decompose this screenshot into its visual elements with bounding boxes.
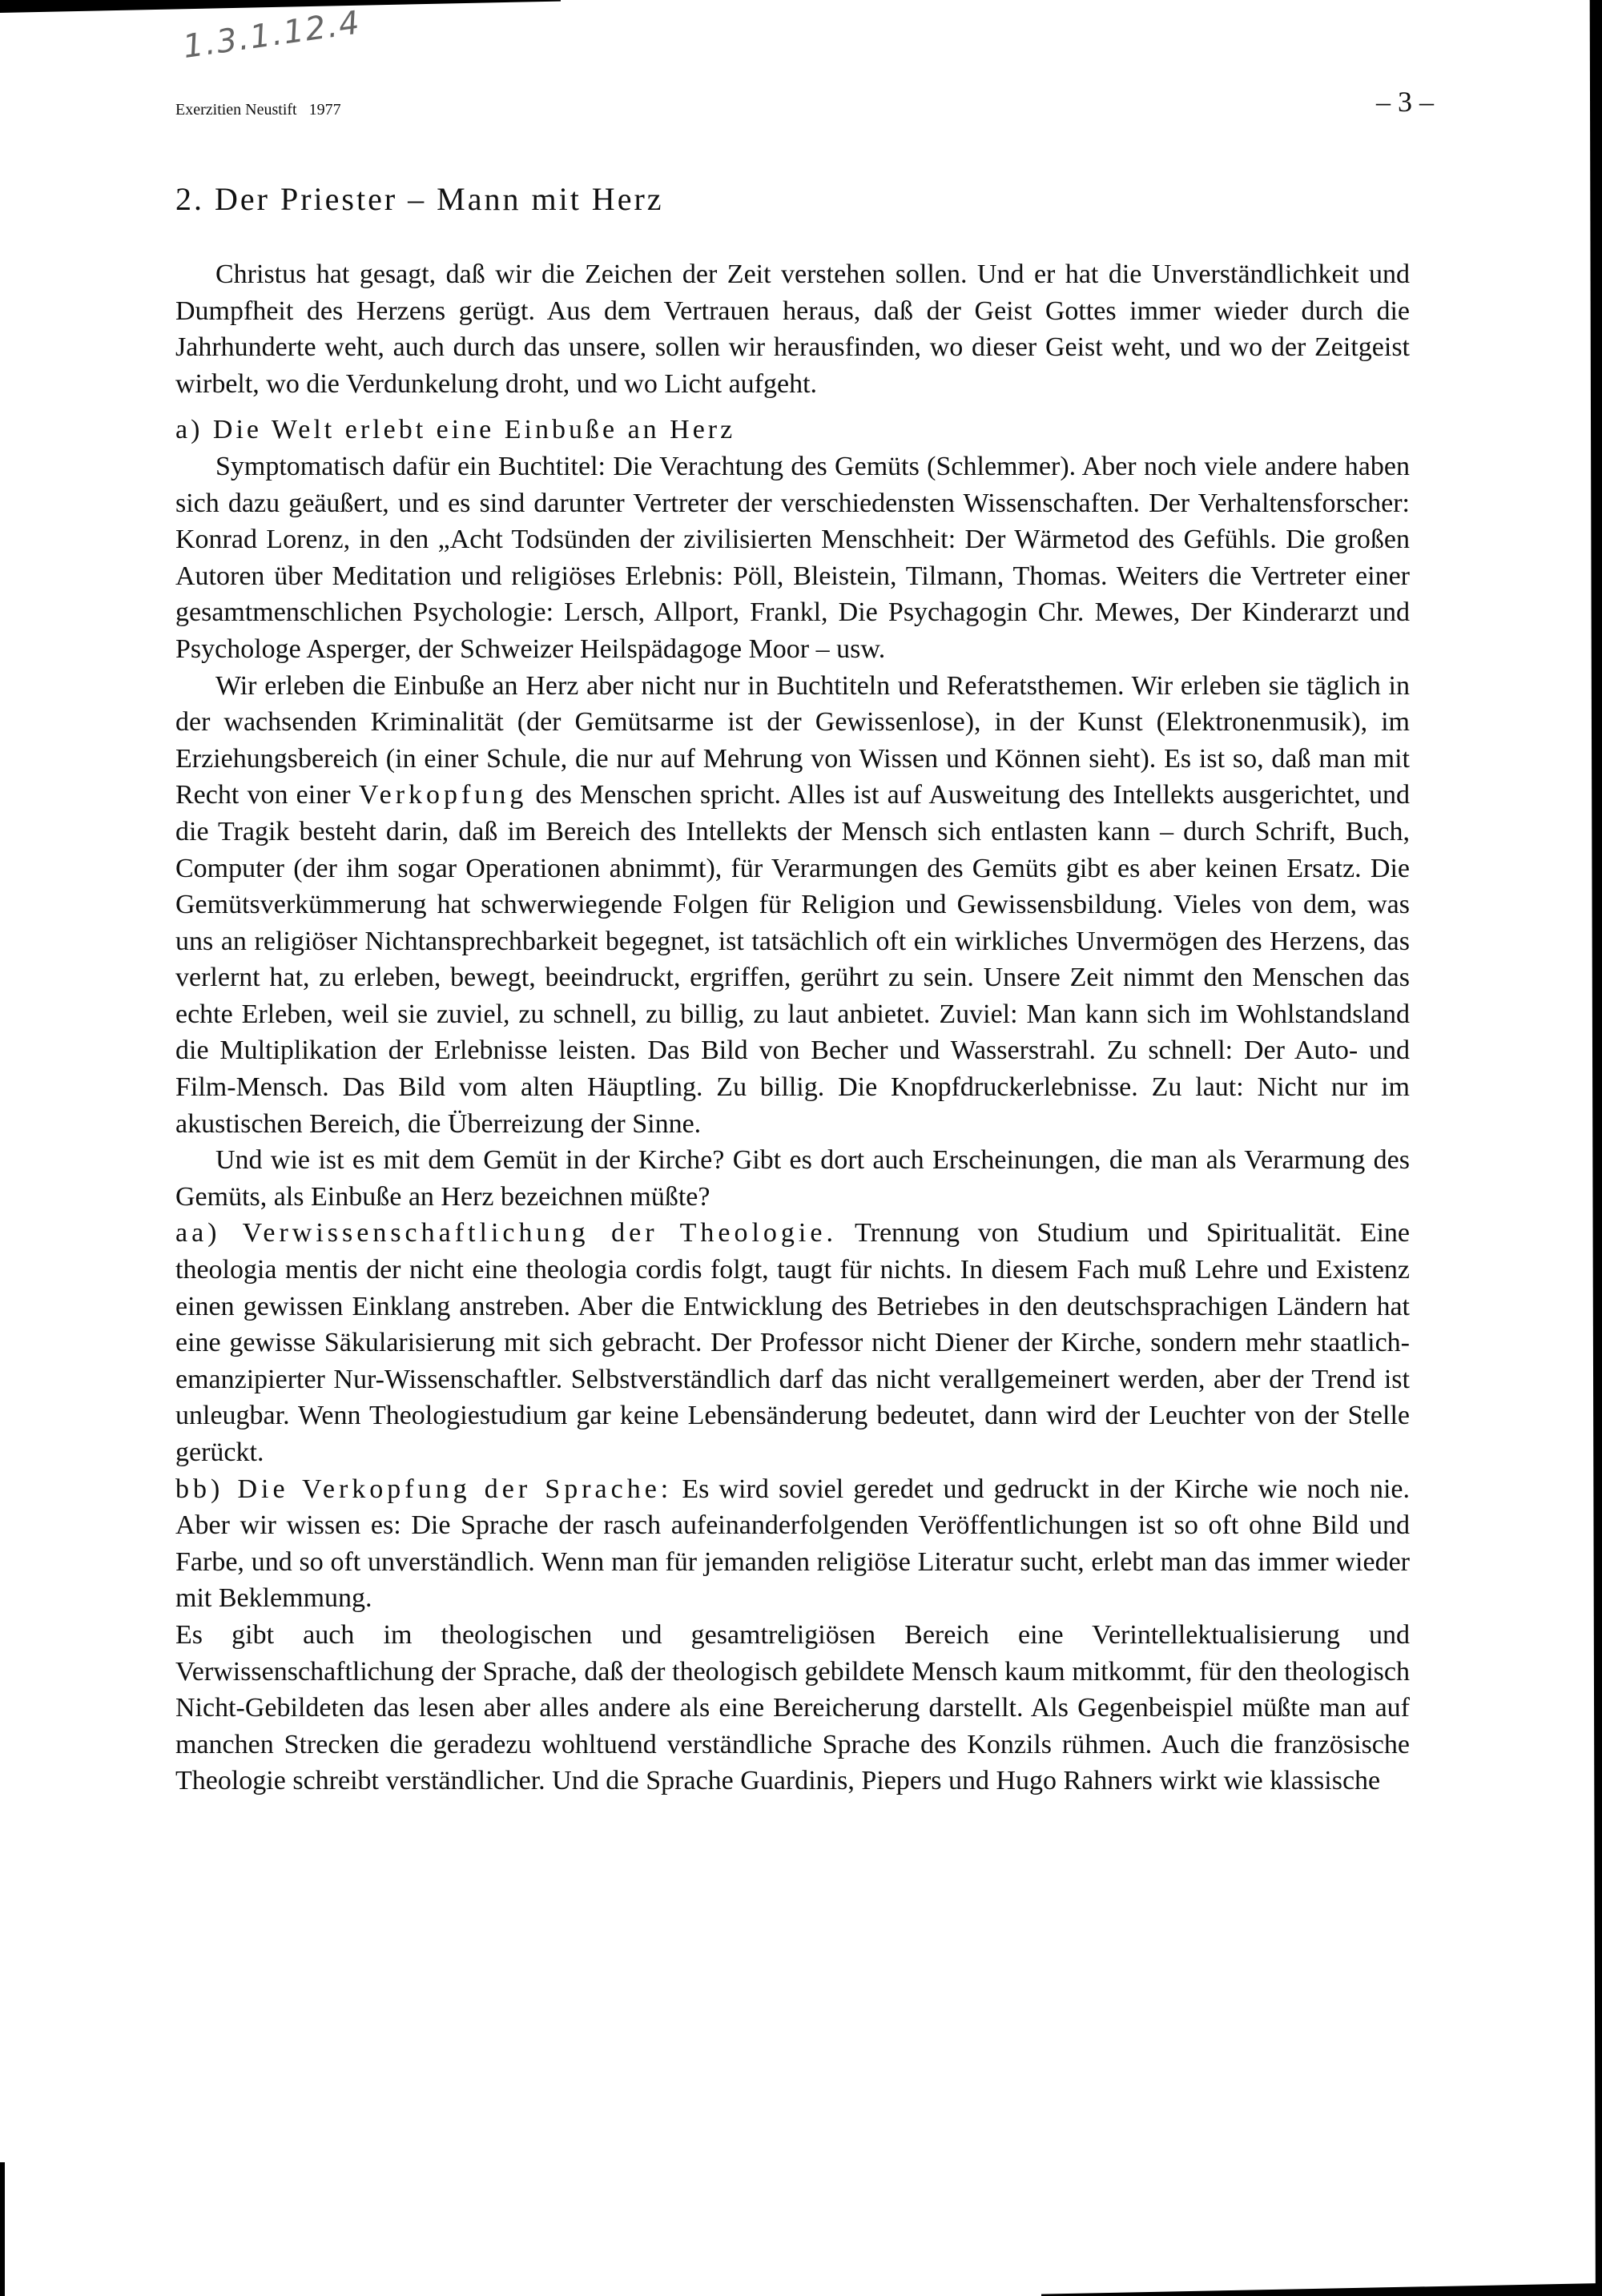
paragraph-experience <box>175 668 1410 1143</box>
scan-border-top <box>0 0 561 13</box>
intro-paragraph: Christus hat gesagt, daß wir die Zeichen der Zeit verstehen sollen. Und er hat die Unverständlichkeit und Dumpfheit des Herzens gerügt. Aus dem Vertrauen heraus, daß der Geist Gottes immer wieder durch die Jahrhunderte weht, auch durch das unsere, sollen wir herausfinden, wo dieser Geist weht, und wo der Zeitgeist wirbelt, wo die Verdunkelung droht, und wo Licht aufgeht. <box>175 259 1410 399</box>
paragraph-language: Es gibt auch im theologischen und gesamtreligiösen Bereich eine Verintellektualisierung und Verwissenschaftlichung der Sprache, daß der theologisch gebildete Mensch kaum mitkommt, für den theologisch Nicht-Gebildeten das lesen aber alles andere als eine Bereicherung darstellt. Als Gegenbeispiel müßte man auf manchen Strecken die geradezu wohltuend verständliche Sprache des Konzils rühmen. Auch die französische Theologie schreibt verständlicher. Und die Sprache Guardinis, Piepers und Hugo Rahners wirkt wie klassische <box>175 1619 1410 1796</box>
paragraph-text: Es wird soviel geredet und gedruckt in der Kirche wie noch nie. Aber wir wissen es: Die Sprache der rasch aufeinanderfolgenden Veröffentlichungen ist so oft ohne Bild und Farbe, und so oft unverständlich. Wenn man für jemanden religiöse Literatur sucht, erlebt man das immer wieder mit Beklemmung. <box>175 1474 1410 1614</box>
scan-border-right <box>1588 0 1602 2296</box>
paragraph-text: Trennung von Studium und Spiritualität. Eine theologia mentis der nicht eine theologia cordis folgt, taugt für nichts. In diesem Fach muß Lehre und Existenz einen gewissen Einklang anstreben. Aber die Entwicklung des Betriebes in den deutschsprachigen Ländern hat eine gewisse Säkularisierung mit sich gebracht. Der Professor nicht Diener der Kirche, sondern mehr staatlich-emanzipierter Nur-Wissenschaftler. Selbstverständlich darf das nicht verallgemeinert werden, aber der Trend ist unleugbar. Wenn Theologiestudium gar keine Lebensänderung bedeutet, dann wird der Leuchter von der Stelle gerückt. <box>175 1218 1410 1467</box>
paragraph-symptoms: Symptomatisch dafür ein Buchtitel: Die Verachtung des Gemüts (Schlemmer). Aber noch viele andere haben sich dazu geäußert, und es sind darunter Vertreter der verschiedensten Wissenschaften. Der Verhaltensforscher: Konrad Lorenz, in den „Acht Todsünden der zivilisierten Menschheit: Der Wärmetod des Gefühls. Die großen Autoren über Meditation und religiöses Erlebnis: Pöll, Bleistein, Tilmann, Thomas. Weiters die Vertreter einer gesamtmenschlichen Psychologie: Lersch, Allport, Frankl, Die Psychagogin Chr. Mewes, Der Kinderarzt und Psychologe Asperger, der Schweizer Heilspädagoge Moor – usw. <box>175 451 1410 664</box>
paragraph-church-question: Und wie ist es mit dem Gemüt in der Kirche? Gibt es dort auch Erscheinungen, die man als Verarmung des Gemüts, als Einbuße an Herz bezeichnen müßte? <box>175 1145 1410 1212</box>
section-title: 2. Der Priester – Mann mit Herz <box>175 181 664 217</box>
scan-border-left <box>0 2162 5 2296</box>
handwritten-archive-number: 1.3.1.12.4 <box>180 4 364 66</box>
paragraph-bb <box>175 1471 1410 1617</box>
page-number: – 3 – <box>1376 86 1434 118</box>
paragraph-aa <box>175 1215 1410 1470</box>
paragraph-text: Wir erleben die Einbuße an Herz aber nicht nur in Buchtiteln und Referatsthemen. Wir erleben sie täglich in der wachsenden Kriminalität (der Gemütsarme ist der Gewissenlose), in der Kunst (Elektronenmusik), im Erziehungsbereich (in einer Schule, die nur auf Mehrung von Wissen und Können sieht). Es ist so, daß man mit Recht von einer <box>175 670 1410 810</box>
emphasis-verkopfung: Verkopfung <box>358 780 528 810</box>
subsection-bb-heading: bb) Die Verkopfung der Sprache: <box>175 1474 673 1504</box>
subsection-a-heading: a) Die Welt erlebt eine Einbuße an Herz <box>175 415 736 445</box>
scan-border-bottom <box>1041 2283 1602 2296</box>
paragraph-text: des Menschen spricht. Alles ist auf Ausweitung des Intellekts ausgerichtet, und die Tragik besteht darin, daß im Bereich des Intellekts der Mensch sich entlasten kann – durch Schrift, Buch, Computer (der ihm sogar Operationen abnimmt), für Verarmungen des Gemüts gibt es aber keinen Ersatz. Die Gemütsverkümmerung hat schwerwiegende Folgen für Religion und Gewissensbildung. Vieles von dem, was uns an religiöser Nichtansprechbarkeit begegnet, ist tatsächlich oft ein wirkliches Unvermögen des Herzens, das verlernt hat, zu erleben, bewegt, beeindruckt, ergriffen, gerührt zu sein. Unsere Zeit nimmt den Menschen das echte Erleben, weil sie zuviel, zu schnell, zu billig, zu laut anbietet. Zuviel: Man kann sich im Wohlstandsland die Multiplikation der Erlebnisse leisten. Das Bild von Becher und Wasserstrahl. Zu schnell: Der Auto- und Film-Mensch. Das Bild vom alten Häuptling. Zu billig. Die Knopfdruckerlebnisse. Zu laut: Nicht nur im akustischen Bereich, die Überreizung der Sinne. <box>175 780 1410 1139</box>
document-body <box>175 180 1410 1799</box>
subsection-aa-heading: aa) Verwissenschaftlichung der Theologie. <box>175 1218 837 1249</box>
running-header: Exerzitien Neustift 1977 <box>175 101 341 119</box>
